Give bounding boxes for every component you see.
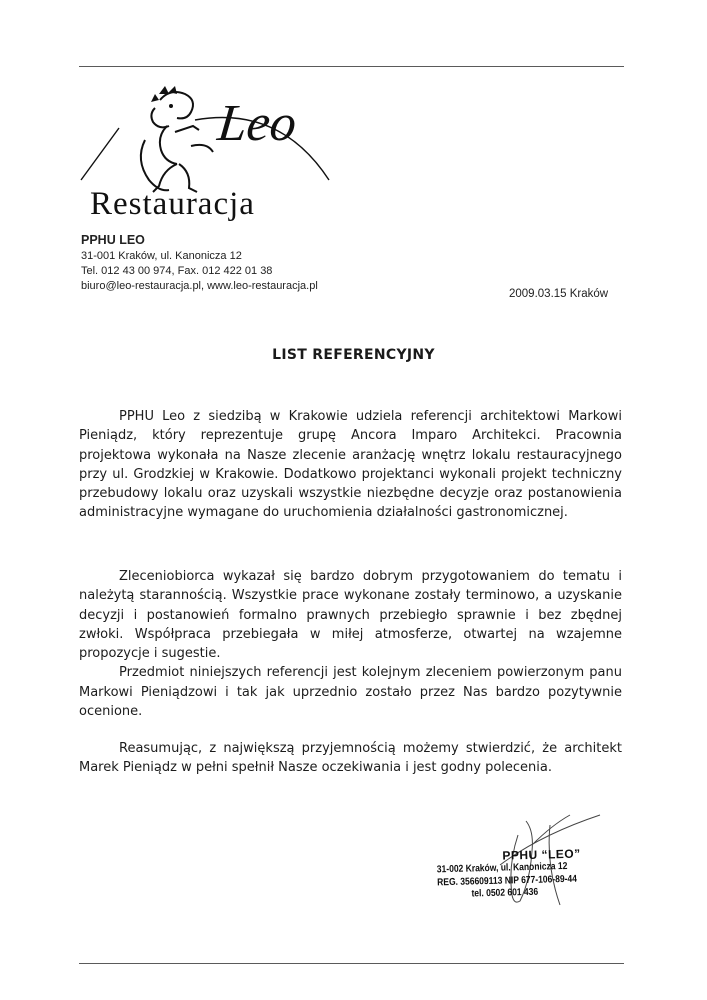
paragraph-2 (79, 567, 622, 721)
stamp-tel: tel. 0502 601 436 (471, 886, 539, 900)
paragraph-text: Zleceniobiorca wykazał się bardzo dobrym przygotowaniem do tematu i należytą starannością. Wszystkie prace wykonane zostały terminowo, a uzyskanie decyzji i postanowień formalno prawnych przebiegło sprawnie i bez zbędnej zwłoki. Współpraca przebiegała w miłej atmosferze, otwartej na wzajemne propozycje i sugestie. (79, 569, 622, 662)
paragraph-text: PPHU Leo z siedzibą w Krakowie udziela referencji architektowi Markowi Pieniądz, który reprezentuje grupę Ancora Imparo Architekci. Pracownia projektowa wykonała na Nasze zlecenie aranżację wnętrz lokalu restauracyjnego przy ul. Grodzkiej w Krakowie. Dodatkowo projektanci wykonali projekt techniczny przebudowy lokalu oraz uzyskali wszystkie niezbędne decyzje oraz postanowienia administracyjne wymagane do uruchomienia działalności gastronomicznej. (79, 409, 622, 521)
company-phone: Tel. 012 43 00 974, Fax. 012 422 01 38 (81, 265, 273, 277)
stamp-name: PPHU “LEO” (502, 846, 581, 863)
letter-date: 2009.03.15 Kraków (509, 288, 609, 300)
paragraph-1 (79, 407, 622, 523)
stamp-address: 31-002 Kraków, ul. Kanonicza 12 (436, 860, 568, 876)
company-contact: biuro@leo-restauracja.pl, www.leo-restauracja.pl (81, 280, 318, 292)
brand-name: Leo (215, 95, 300, 152)
letter-title: LIST REFERENCYJNY (272, 347, 435, 363)
bottom-rule (79, 963, 624, 964)
company-stamp (436, 846, 617, 902)
company-name: PPHU LEO (81, 233, 145, 247)
company-info (81, 232, 318, 294)
paragraph-text: Przedmiot niniejszych referencji jest kolejnym zleceniem powierzonym panu Markowi Pieniądzowi i tak jak uprzednio zostało przez Nas bardzo pozytywnie ocenione. (79, 665, 622, 720)
top-rule (79, 66, 624, 67)
stamp-reg: REG. 356609113 NIP 677-106-89-44 (437, 873, 578, 888)
brand-subtitle: Restauracja (90, 186, 255, 222)
paragraph-text: Reasumując, z największą przyjemnością możemy stwierdzić, że architekt Marek Pieniądz w pełni spełnił Nasze oczekiwania i jest godny polecenia. (79, 741, 622, 776)
company-address: 31-001 Kraków, ul. Kanonicza 12 (81, 250, 242, 262)
paragraph-3 (79, 739, 622, 778)
